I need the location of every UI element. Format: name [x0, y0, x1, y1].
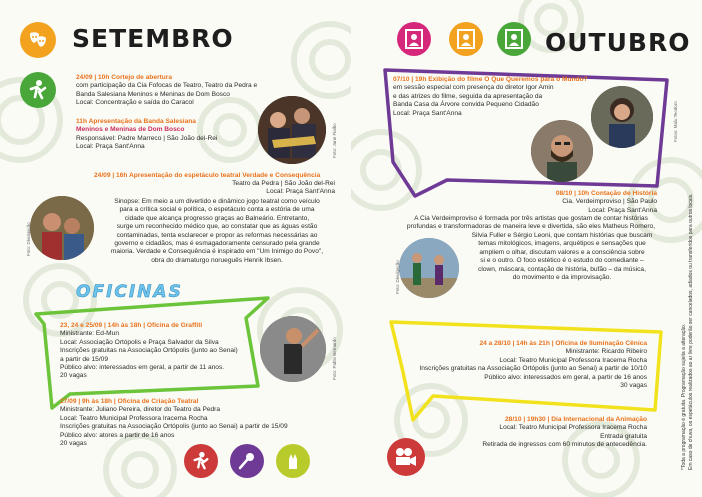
oficina-text: Local: Associação Ortópolis e Praça Salvador da Silva — [60, 338, 219, 346]
event-sinopse — [94, 198, 340, 265]
running-person-icon — [184, 444, 218, 478]
event-contacao-desc — [395, 215, 667, 232]
photo-credit: Foto: Divulgação — [26, 222, 31, 256]
event-text: em sessão especial com presença do diretor Igor Amin — [393, 84, 554, 92]
storytelling-photo — [399, 238, 459, 298]
event-heading: Meninos e Meninas de Dom Bosco — [76, 126, 185, 134]
sinopse-line: governo e cidadãos, mas é esmagadoramente censurado pela grande — [114, 240, 320, 248]
event-filme — [393, 76, 588, 118]
event-heading: 07/10 | 19h Exibição do filme O Que Queremos para o Mundo? — [393, 76, 588, 83]
photo-credit: Foto: Divulgação — [395, 260, 400, 294]
event-location — [170, 180, 335, 197]
event-text: Retirada de ingressos com 60 minutos de antecedência. — [482, 441, 647, 449]
sinopse-line: maioria. Verdade e Consequência é inspirado em "Um Inimigo do Povo", — [110, 248, 324, 256]
event-text: e das atrizes do filme, seguida da apresentação da — [393, 92, 543, 100]
month-title-outubro: OUTUBRO — [545, 28, 691, 57]
sinopse-line: cidade que alcança progresso graças ao Balneário. Entretanto, — [124, 214, 310, 222]
event-text: Local: Teatro Municipal Professora Iracema Rocha — [499, 356, 647, 364]
event-animacao — [421, 416, 647, 450]
event-text: 30 vagas — [620, 382, 647, 390]
event-text: Banda Casa da Árvore convida Pequeno Cidadão — [393, 101, 539, 109]
event-text: Cia. Verdeimproviso | São Paulo — [562, 198, 657, 206]
sinopse-line: obra do dramaturgo norueguês Henrik Ibsen. — [151, 256, 283, 264]
actress-photo — [591, 86, 653, 148]
photo-credit: Foto: Jane Fialho — [332, 123, 337, 158]
band-photo — [258, 96, 326, 164]
event-text: com participação da Cia Fofocas de Teatro, Teatro da Pedra e — [76, 82, 258, 90]
portrait-frame-icon — [449, 22, 483, 56]
event-heading: 24/09 | 10h Cortejo de abertura — [76, 74, 173, 81]
running-person-icon — [20, 72, 56, 108]
sinopse-line: Sinopse: Em meio a um divertido e dinâmico jogo teatral como veículo — [114, 198, 320, 205]
event-text: Público alvo: interessados em geral, a partir de 16 anos — [484, 373, 647, 381]
description-line: clown, máscara, contação de história, bufão – da música, — [478, 265, 646, 273]
oficina-iluminacao — [411, 340, 647, 390]
oficinas-title: OFICINAS — [76, 282, 183, 302]
oficina-graffiti — [60, 322, 238, 381]
theater-photo — [30, 196, 94, 260]
oficina-text: Local: Teatro Municipal Professora Iracema Rocha — [60, 414, 208, 422]
paint-hand-icon — [276, 444, 310, 478]
oficina-text: Inscrições gratuitas na Associação Ortópolis (junto ao Senai) — [60, 347, 238, 355]
month-title-setembro: SETEMBRO — [72, 24, 234, 53]
oficina-text: a partir de 15/09 — [60, 355, 109, 363]
event-cortejo — [76, 74, 257, 108]
event-text: Local: Teatro Municipal Professora Iracema Rocha — [499, 424, 647, 432]
program-note: *Toda a programação é gratuita. Programação sujeita a alteração. — [681, 323, 687, 470]
oficina-text: Público alvo: interessados em geral, a partir de 11 anos. — [60, 364, 225, 372]
description-line: Silvia Fuller e Sérgio Leoni, que contam histórias que buscam — [471, 232, 653, 239]
portrait-frame-icon — [397, 22, 431, 56]
sinopse-line: contaminadas, tenta esclarecer e propor as reformas necessárias ao — [116, 231, 318, 239]
event-text: Entrada gratuita — [600, 432, 647, 440]
oficina-text: Inscrições gratuitas na Associação Ortópolis (junto ao Senai) a partir de 15/09 — [60, 423, 288, 431]
oficina-heading: 23, 24 e 25/09 | 14h às 18h | Oficina de Graffiti — [60, 322, 203, 329]
event-heading: 28/10 | 19h30 | Dia Internacional da Animação — [505, 416, 647, 423]
sinopse-line: para a crítica social e política, o espetáculo conta a estória de uma — [119, 206, 315, 214]
event-text: Local: Praça Sant'Anna — [266, 188, 335, 196]
description-line: A Cia Verdeimproviso é formada por três artistas que gostam de contar histórias — [414, 215, 648, 222]
description-line: do movimento e da improvisação. — [512, 274, 612, 282]
oficina-text: Ministrante: Juliano Pereira, diretor do Teatro da Pedra — [60, 406, 221, 414]
event-heading: 24/09 | 16h Apresentação do espetáculo teatral Verdade e Consequência — [94, 172, 321, 179]
theater-masks-icon — [20, 22, 56, 58]
event-heading: 08/10 | 10h Contação de História — [555, 190, 657, 197]
event-text: Responsável: Padre Marreco | São João del-Rei — [76, 134, 218, 142]
event-text: Local: Praça Sant'Anna — [588, 206, 657, 214]
program-notes — [681, 193, 694, 470]
oficina-text: Ministrante: Ed-Mun — [60, 330, 119, 338]
graffiti-photo — [260, 316, 326, 382]
event-text: Teatro da Pedra | São João del-Rei — [232, 180, 335, 187]
event-contacao-desc — [457, 232, 667, 282]
event-text: Local: Praça Sant'Anna — [76, 143, 145, 151]
oficina-text: 20 vagas — [60, 440, 87, 448]
portrait-frame-icon — [497, 22, 531, 56]
description-line: si e o outro. O foco estético é o estudo do comediante – — [480, 257, 644, 265]
event-text: Local: Praça Sant'Anna — [393, 109, 462, 117]
event-heading: 11h Apresentação da Banda Salesiana — [76, 118, 196, 125]
event-contacao — [471, 190, 657, 215]
event-heading: 24 a 28/10 | 14h às 21h | Oficina de Iluminação Cênica — [479, 340, 647, 347]
photo-credit: Fotos: Malu Teodoro — [673, 101, 678, 142]
description-line: profundas e transformadoras de maneira leve e divertida, são eles Matheus Romero, — [406, 223, 656, 231]
program-note: Em caso de chuva, os espetáculos realizados ao ar livre poderão ser cancelados, adiados ou transferidos para outros locais. — [687, 193, 694, 470]
description-line: ampliem o olhar, discutam valores e a consciência sobre — [479, 248, 645, 256]
film-camera-icon — [387, 438, 425, 476]
oficina-heading: 27/09 | 9h às 18h | Oficina de Criação Teatral — [60, 398, 199, 405]
oficina-text: Público alvo: atores a partir de 16 anos — [60, 431, 175, 439]
oficina-text: 20 vagas — [60, 372, 87, 380]
event-banda — [76, 118, 217, 152]
description-line: temas mitológicos, imagens, arquétipos e sensações que — [478, 240, 646, 248]
event-text: Banda Salesiana Meninos e Meninas de Dom Bosco — [76, 90, 230, 98]
director-photo — [531, 120, 593, 182]
event-text: Local: Concentração e saída do Caracol — [76, 99, 194, 107]
microphone-icon — [230, 444, 264, 478]
event-text: Inscrições gratuitas na Associação Ortópolis (junto ao Senai) a partir de 10/10 — [419, 365, 647, 373]
sinopse-line: surge um reconhecido médico que, ao constatar que as águas estão — [116, 223, 318, 231]
photo-credit: Foto: Pablo Bernardo — [332, 337, 337, 380]
oficina-criacao — [60, 398, 288, 448]
outubro-page — [351, 0, 702, 497]
event-text: Ministrante: Ricardo Ribeiro — [565, 348, 647, 356]
